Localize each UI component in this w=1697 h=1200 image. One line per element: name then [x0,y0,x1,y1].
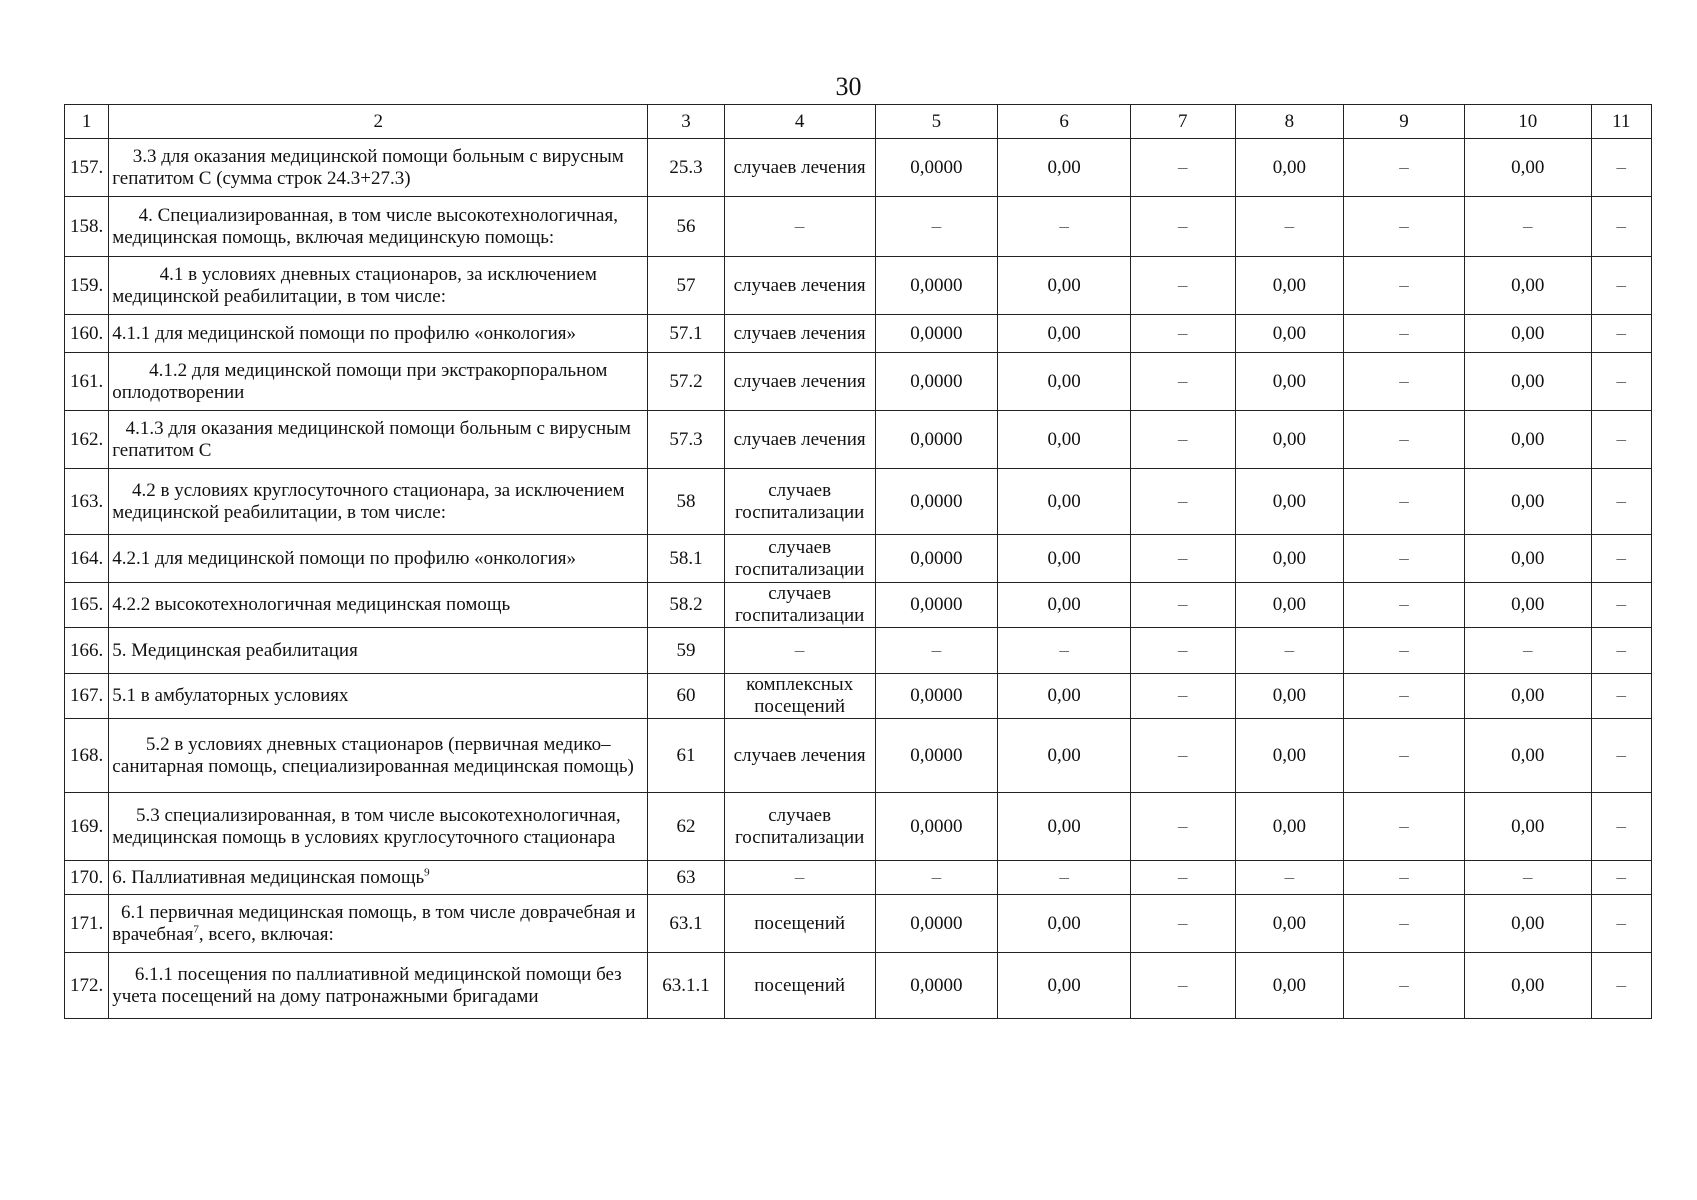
description-text: 6.1.1 посещения по паллиативной медицинской помощи без учета посещений на дому патронажными бригадами [112,963,622,1007]
value-cell-c8: 0,00 [1235,895,1344,953]
description-text: 4.2 в условиях круглосуточного стационара, за исключением медицинской реабилитации, в том числе: [112,479,625,523]
value-cell-c10: 0,00 [1464,583,1591,628]
value-cell-c5: 0,0000 [875,535,998,583]
value-cell-c9: – [1344,583,1465,628]
table-row [65,535,1652,583]
description-text: 5.2 в условиях дневных стационаров (первичная медико–санитарная помощь, специализированная медицинская помощь) [112,733,634,777]
value-cell-c11: – [1591,895,1651,953]
value-cell-c9: – [1344,353,1465,411]
row-description [109,895,648,953]
description-text: 4. Специализированная, в том числе высокотехнологичная, медицинская помощь, включая медицинскую помощь: [112,204,618,248]
value-cell-c8: 0,00 [1235,257,1344,315]
table-row [65,257,1652,315]
value-cell-c5: 0,0000 [875,793,998,861]
row-description [109,719,648,793]
value-cell-c7: – [1131,411,1236,469]
table-row [65,139,1652,197]
value-cell-c7: – [1131,861,1236,895]
value-cell-c7: – [1131,469,1236,535]
table-row [65,953,1652,1019]
row-code: 58.2 [648,583,724,628]
value-cell-c5: – [875,861,998,895]
row-description [109,535,648,583]
value-cell-c5: 0,0000 [875,411,998,469]
value-cell-c6: 0,00 [998,411,1131,469]
unit-of-measure: случаев госпитализации [724,469,875,535]
row-description [109,197,648,257]
value-cell-c9: – [1344,139,1465,197]
description-text: 4.2.1 для медицинской помощи по профилю «онкология» [112,547,577,569]
value-cell-c7: – [1131,197,1236,257]
unit-of-measure: случаев госпитализации [724,535,875,583]
description-text: 5.1 в амбулаторных условиях [112,685,349,706]
value-cell-c5: 0,0000 [875,257,998,315]
value-cell-c8: – [1235,197,1344,257]
value-cell-c7: – [1131,535,1236,583]
value-cell-c9: – [1344,197,1465,257]
value-cell-c7: – [1131,674,1236,719]
footnote-marker: 9 [424,866,430,879]
row-number: 165. [65,583,109,628]
row-description [109,411,648,469]
description-text: 5.3 специализированная, в том числе высокотехнологичная, медицинская помощь в условиях круглосуточного стационара [112,804,621,848]
value-cell-c9: – [1344,257,1465,315]
table-row [65,411,1652,469]
value-cell-c10: 0,00 [1464,535,1591,583]
row-number: 170. [65,861,109,895]
table-row [65,719,1652,793]
row-code: 61 [648,719,724,793]
row-description [109,583,648,628]
value-cell-c11: – [1591,674,1651,719]
value-cell-c7: – [1131,353,1236,411]
unit-of-measure: – [724,861,875,895]
row-number: 167. [65,674,109,719]
value-cell-c6: 0,00 [998,583,1131,628]
unit-of-measure: комплексных посещений [724,674,875,719]
description-text: 6.1 первичная медицинская помощь, в том числе доврачебная и врачебная [112,901,636,945]
row-description [109,353,648,411]
value-cell-c11: – [1591,535,1651,583]
table-row [65,315,1652,353]
column-header: 3 [648,105,724,139]
value-cell-c8: 0,00 [1235,793,1344,861]
table-row [65,793,1652,861]
value-cell-c11: – [1591,583,1651,628]
description-text: 4.2.2 высокотехнологичная медицинская помощь [112,594,511,615]
report-table [64,104,1652,1019]
value-cell-c5: 0,0000 [875,315,998,353]
value-cell-c11: – [1591,628,1651,674]
value-cell-c7: – [1131,628,1236,674]
unit-of-measure: посещений [724,895,875,953]
value-cell-c7: – [1131,895,1236,953]
value-cell-c6: 0,00 [998,469,1131,535]
column-header: 11 [1591,105,1651,139]
column-header: 8 [1235,105,1344,139]
column-header: 4 [724,105,875,139]
column-header: 2 [109,105,648,139]
value-cell-c8: 0,00 [1235,719,1344,793]
row-number: 172. [65,953,109,1019]
unit-of-measure: случаев лечения [724,353,875,411]
value-cell-c5: 0,0000 [875,353,998,411]
value-cell-c11: – [1591,861,1651,895]
value-cell-c11: – [1591,469,1651,535]
row-number: 162. [65,411,109,469]
description-text: 4.1.1 для медицинской помощи по профилю «онкология» [112,322,577,344]
unit-of-measure: – [724,197,875,257]
value-cell-c10: 0,00 [1464,895,1591,953]
value-cell-c5: – [875,197,998,257]
row-number: 160. [65,315,109,353]
table-row [65,469,1652,535]
row-description [109,861,648,895]
value-cell-c7: – [1131,953,1236,1019]
value-cell-c11: – [1591,719,1651,793]
value-cell-c8: 0,00 [1235,411,1344,469]
value-cell-c7: – [1131,257,1236,315]
unit-of-measure: посещений [724,953,875,1019]
row-code: 25.3 [648,139,724,197]
value-cell-c7: – [1131,583,1236,628]
value-cell-c6: 0,00 [998,315,1131,353]
value-cell-c11: – [1591,793,1651,861]
value-cell-c8: 0,00 [1235,674,1344,719]
description-text: 4.1.2 для медицинской помощи при экстракорпоральном оплодотворении [112,359,608,403]
column-header: 5 [875,105,998,139]
value-cell-c9: – [1344,535,1465,583]
value-cell-c10: 0,00 [1464,315,1591,353]
value-cell-c7: – [1131,139,1236,197]
row-code: 58.1 [648,535,724,583]
value-cell-c7: – [1131,793,1236,861]
row-code: 57.2 [648,353,724,411]
value-cell-c9: – [1344,674,1465,719]
row-description [109,139,648,197]
row-code: 62 [648,793,724,861]
value-cell-c5: 0,0000 [875,895,998,953]
row-number: 164. [65,535,109,583]
row-description [109,793,648,861]
value-cell-c9: – [1344,469,1465,535]
table-row [65,583,1652,628]
value-cell-c11: – [1591,411,1651,469]
value-cell-c6: 0,00 [998,953,1131,1019]
row-description [109,628,648,674]
column-header: 10 [1464,105,1591,139]
row-code: 58 [648,469,724,535]
unit-of-measure: случаев госпитализации [724,583,875,628]
value-cell-c9: – [1344,895,1465,953]
value-cell-c10: 0,00 [1464,139,1591,197]
value-cell-c5: 0,0000 [875,674,998,719]
value-cell-c6: 0,00 [998,793,1131,861]
column-header: 7 [1131,105,1236,139]
page-number: 30 [835,72,862,101]
row-number: 171. [65,895,109,953]
value-cell-c7: – [1131,719,1236,793]
row-code: 56 [648,197,724,257]
value-cell-c8: 0,00 [1235,315,1344,353]
footnote-marker: 7 [193,923,199,936]
value-cell-c10: 0,00 [1464,257,1591,315]
row-description [109,257,648,315]
description-text: 5. Медицинская реабилитация [112,639,358,661]
value-cell-c6: 0,00 [998,257,1131,315]
value-cell-c8: – [1235,861,1344,895]
value-cell-c8: 0,00 [1235,583,1344,628]
description-text: 4.1 в условиях дневных стационаров, за исключением медицинской реабилитации, в том числе: [112,263,597,307]
value-cell-c6: 0,00 [998,353,1131,411]
value-cell-c11: – [1591,953,1651,1019]
value-cell-c11: – [1591,353,1651,411]
value-cell-c9: – [1344,628,1465,674]
value-cell-c11: – [1591,257,1651,315]
row-description [109,315,648,353]
value-cell-c10: – [1464,628,1591,674]
value-cell-c5: 0,0000 [875,953,998,1019]
row-number: 169. [65,793,109,861]
value-cell-c8: 0,00 [1235,535,1344,583]
row-number: 159. [65,257,109,315]
table-row [65,895,1652,953]
row-description [109,469,648,535]
value-cell-c10: 0,00 [1464,953,1591,1019]
value-cell-c8: 0,00 [1235,139,1344,197]
column-header: 1 [65,105,109,139]
table-row [65,353,1652,411]
table-row [65,674,1652,719]
value-cell-c6: – [998,861,1131,895]
value-cell-c10: 0,00 [1464,469,1591,535]
row-description [109,674,648,719]
value-cell-c10: – [1464,197,1591,257]
value-cell-c9: – [1344,411,1465,469]
row-code: 60 [648,674,724,719]
value-cell-c6: 0,00 [998,719,1131,793]
row-code: 57 [648,257,724,315]
unit-of-measure: случаев лечения [724,139,875,197]
row-number: 161. [65,353,109,411]
row-code: 59 [648,628,724,674]
unit-of-measure: случаев лечения [724,257,875,315]
value-cell-c11: – [1591,315,1651,353]
row-code: 57.3 [648,411,724,469]
value-cell-c6: – [998,197,1131,257]
value-cell-c10: 0,00 [1464,674,1591,719]
value-cell-c6: 0,00 [998,895,1131,953]
row-description [109,953,648,1019]
value-cell-c7: – [1131,315,1236,353]
value-cell-c5: 0,0000 [875,469,998,535]
value-cell-c5: 0,0000 [875,583,998,628]
table-body [65,139,1652,1019]
description-text: 6. Паллиативная медицинская помощь [112,866,425,888]
value-cell-c10: 0,00 [1464,353,1591,411]
value-cell-c9: – [1344,793,1465,861]
row-number: 157. [65,139,109,197]
unit-of-measure: – [724,628,875,674]
row-number: 158. [65,197,109,257]
row-number: 166. [65,628,109,674]
value-cell-c9: – [1344,315,1465,353]
table-row [65,628,1652,674]
unit-of-measure: случаев лечения [724,411,875,469]
description-text: 4.1.3 для оказания медицинской помощи больным с вирусным гепатитом С [112,417,631,461]
value-cell-c8: – [1235,628,1344,674]
value-cell-c10: 0,00 [1464,411,1591,469]
unit-of-measure: случаев лечения [724,315,875,353]
row-number: 163. [65,469,109,535]
row-code: 63.1 [648,895,724,953]
value-cell-c5: 0,0000 [875,719,998,793]
value-cell-c9: – [1344,861,1465,895]
value-cell-c9: – [1344,953,1465,1019]
value-cell-c6: – [998,628,1131,674]
value-cell-c11: – [1591,197,1651,257]
row-code: 63 [648,861,724,895]
value-cell-c11: – [1591,139,1651,197]
value-cell-c10: 0,00 [1464,793,1591,861]
value-cell-c10: 0,00 [1464,719,1591,793]
column-number-row [65,105,1652,139]
unit-of-measure: случаев лечения [724,719,875,793]
row-number: 168. [65,719,109,793]
column-header: 9 [1344,105,1465,139]
value-cell-c8: 0,00 [1235,469,1344,535]
value-cell-c6: 0,00 [998,535,1131,583]
value-cell-c5: – [875,628,998,674]
value-cell-c10: – [1464,861,1591,895]
unit-of-measure: случаев госпитализации [724,793,875,861]
table-row [65,861,1652,895]
row-code: 57.1 [648,315,724,353]
value-cell-c8: 0,00 [1235,353,1344,411]
value-cell-c5: 0,0000 [875,139,998,197]
description-text: 3.3 для оказания медицинской помощи больным с вирусным гепатитом С (сумма строк 24.3+27.3) [112,145,624,189]
value-cell-c8: 0,00 [1235,953,1344,1019]
column-header: 6 [998,105,1131,139]
row-code: 63.1.1 [648,953,724,1019]
description-tail: , всего, включая: [198,923,334,945]
value-cell-c6: 0,00 [998,674,1131,719]
value-cell-c9: – [1344,719,1465,793]
table-row [65,197,1652,257]
value-cell-c6: 0,00 [998,139,1131,197]
